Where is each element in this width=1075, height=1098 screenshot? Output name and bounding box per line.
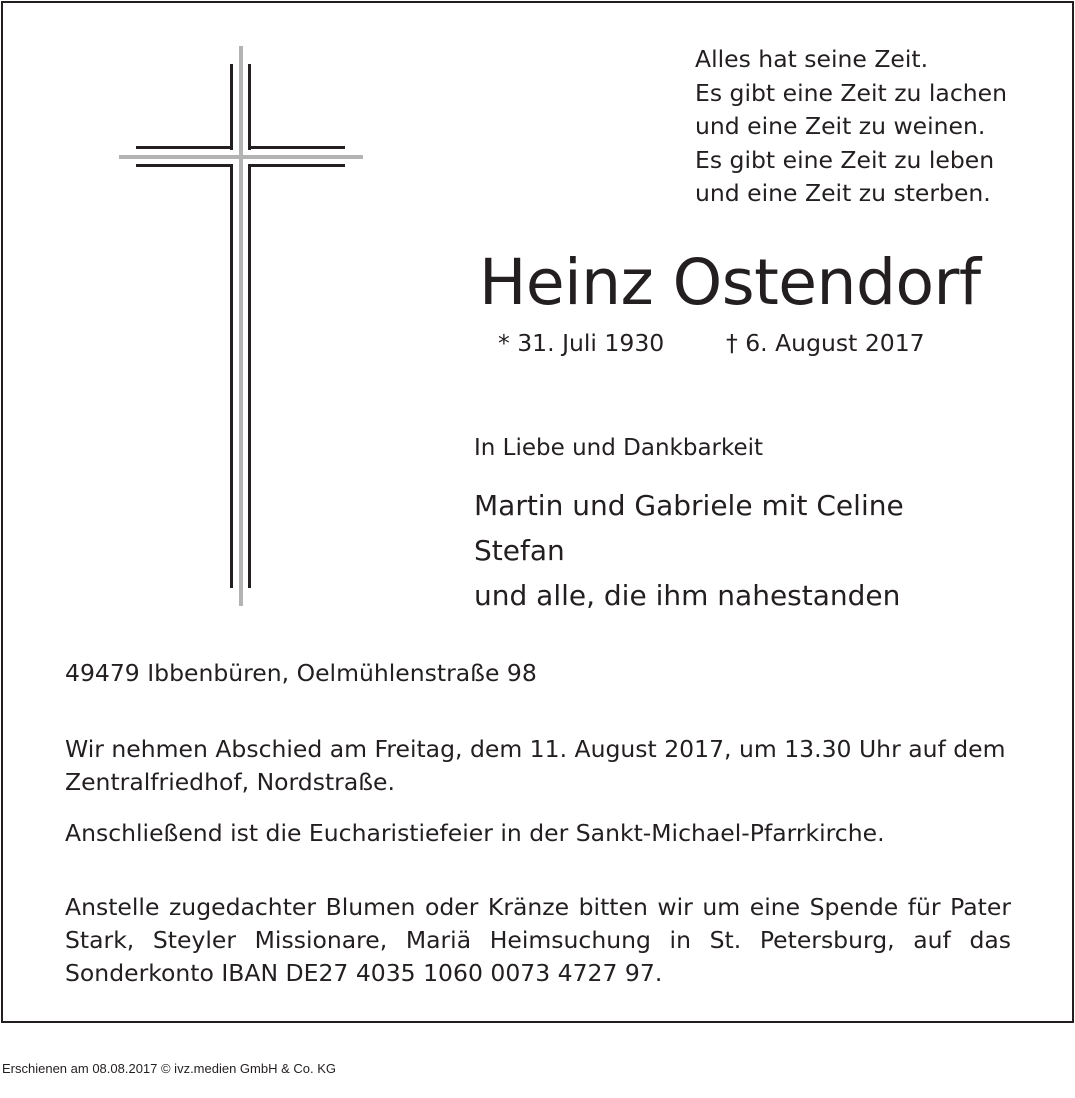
mourner-line: Stefan	[474, 534, 565, 567]
publication-footer: Erschienen am 08.08.2017 © ivz.medien GmbH & Co. KG	[2, 1061, 337, 1076]
obituary-notice	[1, 1, 1074, 1023]
address: 49479 Ibbenbüren, Oelmühlenstraße 98	[65, 659, 537, 687]
mourner-line: und alle, die ihm nahestanden	[474, 579, 901, 612]
poem	[695, 43, 1007, 211]
mourners-list	[474, 483, 904, 618]
deceased-name: Heinz Ostendorf	[479, 246, 981, 319]
poem-line: Es gibt eine Zeit zu lachen	[695, 78, 1007, 107]
mourner-line: Martin und Gabriele mit Celine	[474, 489, 904, 522]
eucharist-paragraph: Anschließend ist die Eucharistiefeier in der Sankt-Michael-Pfarrkirche.	[65, 819, 885, 847]
poem-line: Es gibt eine Zeit zu leben	[695, 145, 995, 174]
poem-line: und eine Zeit zu weinen.	[695, 112, 986, 140]
greeting: In Liebe und Dankbarkeit	[474, 435, 764, 461]
farewell-paragraph: Wir nehmen Abschied am Freitag, dem 11. August 2017, um 13.30 Uhr auf dem Zentralfriedhof, Nordstraße.	[65, 735, 1006, 796]
death-date: † 6. August 2017	[726, 329, 925, 357]
birth-date: * 31. Juli 1930	[498, 329, 665, 357]
poem-line: Alles hat seine Zeit.	[695, 45, 929, 73]
donation-paragraph: Anstelle zugedachter Blumen oder Kränze bitten wir um eine Spende für Pater Stark, Steyler Missionare, Mariä Heimsuchung in St. Petersburg, auf das Sonderkonto IBAN DE27 4035 1060 0073 4727 97.	[65, 893, 1011, 987]
cross-icon	[3, 3, 403, 623]
poem-line: und eine Zeit zu sterben.	[695, 179, 991, 207]
